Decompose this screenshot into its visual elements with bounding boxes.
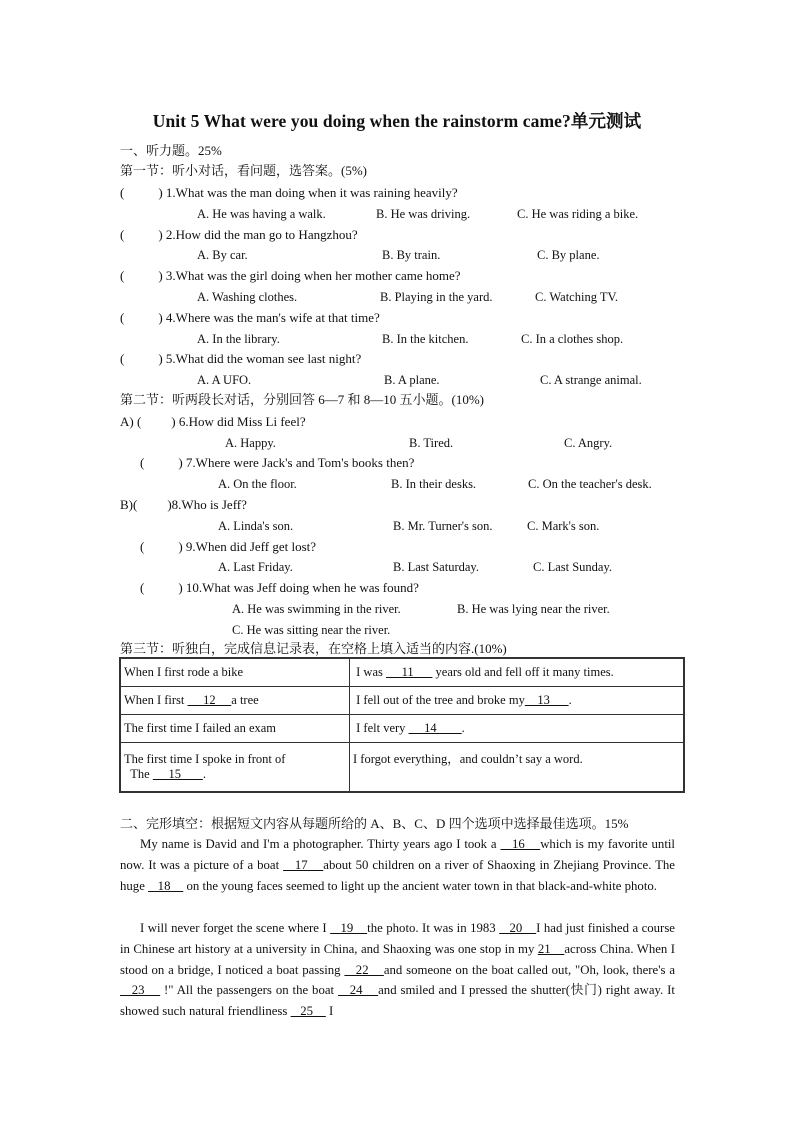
q3-option-a: A. Washing clothes. <box>197 290 298 304</box>
q2-option-a: A. By car. <box>197 248 248 262</box>
q2-option-b: B. By train. <box>382 248 441 262</box>
q2-option-c: C. By plane. <box>537 248 600 262</box>
question-6: A) ( ) 6.How did Miss Li feel? <box>120 414 306 429</box>
cloze-blank-17[interactable]: 17 <box>283 857 324 872</box>
part2-heading: 二、完形填空：根据短文内容从每题所给的 A、B、C、D 四个选项中选择最佳选项。15% <box>120 816 629 831</box>
q9-option-a: A. Last Friday. <box>218 560 293 574</box>
table-cell: I forgot everything，and couldn’t say a word. <box>350 743 685 793</box>
table-row <box>120 743 684 793</box>
q10-option-b: B. He was lying near the river. <box>457 602 610 616</box>
table-row <box>120 687 684 715</box>
part1-heading: 一、听力题。25% <box>120 143 222 158</box>
q4-option-c: C. In a clothes shop. <box>521 332 624 346</box>
cloze-blank-23[interactable]: 23 <box>120 983 161 998</box>
question-8: B)( )8.Who is Jeff? <box>120 497 247 512</box>
cloze-blank-24[interactable]: 24 <box>338 983 379 998</box>
section3-heading: 第三节：听独白，完成信息记录表，在空格上填入适当的内容.(10%) <box>120 641 507 656</box>
table-row <box>120 715 684 743</box>
page-title: Unit 5 What were you doing when the rainstorm came?单元测试 <box>152 111 642 131</box>
cloze-blank-18[interactable]: 18 <box>148 878 184 893</box>
table-row <box>120 658 684 687</box>
table-cell: The first time I spoke in front of The 15 . <box>120 743 350 793</box>
cloze-blank-20[interactable]: 20 <box>499 921 537 935</box>
answer-blank-15[interactable]: 15 <box>152 767 203 781</box>
q6-option-b: B. Tired. <box>409 436 454 450</box>
q8-option-c: C. Mark's son. <box>527 519 600 533</box>
question-5: ( ) 5.What did the woman see last night? <box>120 351 362 366</box>
q4-option-a: A. In the library. <box>197 332 280 346</box>
section2-heading: 第二节：听两段长对话，分别回答 6—7 和 8—10 五小题。(10%) <box>120 392 484 407</box>
answer-blank-12[interactable]: 12 <box>187 693 232 707</box>
q9-option-c: C. Last Sunday. <box>533 560 613 574</box>
answer-blank-13[interactable]: 13 <box>524 693 569 707</box>
q6-option-c: C. Angry. <box>564 436 613 450</box>
q10-option-a: A. He was swimming in the river. <box>232 602 401 616</box>
question-7: ( ) 7.Where were Jack's and Tom's books then? <box>140 455 415 470</box>
question-1: ( ) 1.What was the man doing when it was raining heavily? <box>120 185 458 200</box>
table-cell: I was 11 years old and fell off it many times. <box>350 658 685 687</box>
q5-option-b: B. A plane. <box>384 373 440 387</box>
cloze-paragraph-2: I will never forget the scene where I 19 the photo. It was in 1983 20 I had just finished a course in Chinese art history at a university in China, and Shaoxing was one stop in my 21 across China. When I stood on a bridge, I noticed a boat passing 22 and someone on the boat called out, "Oh, look, there's a 23 !" All the passengers on the boat 24 and smiled and I pressed the shutter(快门) right away. It showed such natural friendliness 25 I <box>120 921 675 1019</box>
question-2: ( ) 2.How did the man go to Hangzhou? <box>120 227 358 242</box>
q5-option-a: A. A UFO. <box>197 373 252 387</box>
cloze-blank-22[interactable]: 22 <box>344 962 384 977</box>
q3-option-c: C. Watching TV. <box>535 290 619 304</box>
cloze-blank-25[interactable]: 25 <box>290 1004 326 1019</box>
section1-heading: 第一节：听小对话，看问题，选答案。(5%) <box>120 163 367 178</box>
table-cell: I fell out of the tree and broke my 13 . <box>350 687 685 715</box>
q7-option-a: A. On the floor. <box>218 477 297 491</box>
cloze-blank-19[interactable]: 19 <box>330 921 368 935</box>
q10-option-c: C. He was sitting near the river. <box>232 623 391 637</box>
question-9: ( ) 9.When did Jeff get lost? <box>140 539 317 554</box>
info-record-table <box>119 657 685 793</box>
q3-option-b: B. Playing in the yard. <box>380 290 493 304</box>
q1-option-c: C. He was riding a bike. <box>517 207 639 221</box>
q8-option-a: A. Linda's son. <box>218 519 294 533</box>
q7-option-b: B. In their desks. <box>391 477 477 491</box>
q1-option-a: A. He was having a walk. <box>197 207 326 221</box>
cloze-blank-21[interactable]: 21 <box>537 941 565 956</box>
cloze-paragraph-1: My name is David and I'm a photographer. Thirty years ago I took a 16 which is my favorite until now. It was a picture of a boat 17 about 50 children on a river of Shaoxing in Zhejiang Province. The huge 18 on the young faces seemed to light up the ancient water town in that black-and-white photo. <box>120 837 675 893</box>
question-10: ( ) 10.What was Jeff doing when he was found? <box>140 580 419 595</box>
cloze-blank-16[interactable]: 16 <box>500 837 541 851</box>
table-cell: I felt very 14 . <box>350 715 685 743</box>
table-cell: When I first 12 a tree <box>120 687 350 715</box>
q8-option-b: B. Mr. Turner's son. <box>393 519 493 533</box>
question-3: ( ) 3.What was the girl doing when her mother came home? <box>120 268 461 283</box>
q1-option-b: B. He was driving. <box>376 207 471 221</box>
answer-blank-14[interactable]: 14 <box>408 721 462 735</box>
answer-blank-11[interactable]: 11 <box>385 665 433 679</box>
q5-option-c: C. A strange animal. <box>540 373 642 387</box>
q7-option-c: C. On the teacher's desk. <box>528 477 652 491</box>
q9-option-b: B. Last Saturday. <box>393 560 479 574</box>
q4-option-b: B. In the kitchen. <box>382 332 469 346</box>
q6-option-a: A. Happy. <box>225 436 276 450</box>
table-cell: The first time I failed an exam <box>120 715 350 743</box>
question-4: ( ) 4.Where was the man's wife at that time? <box>120 310 380 325</box>
table-cell: When I first rode a bike <box>120 658 350 687</box>
